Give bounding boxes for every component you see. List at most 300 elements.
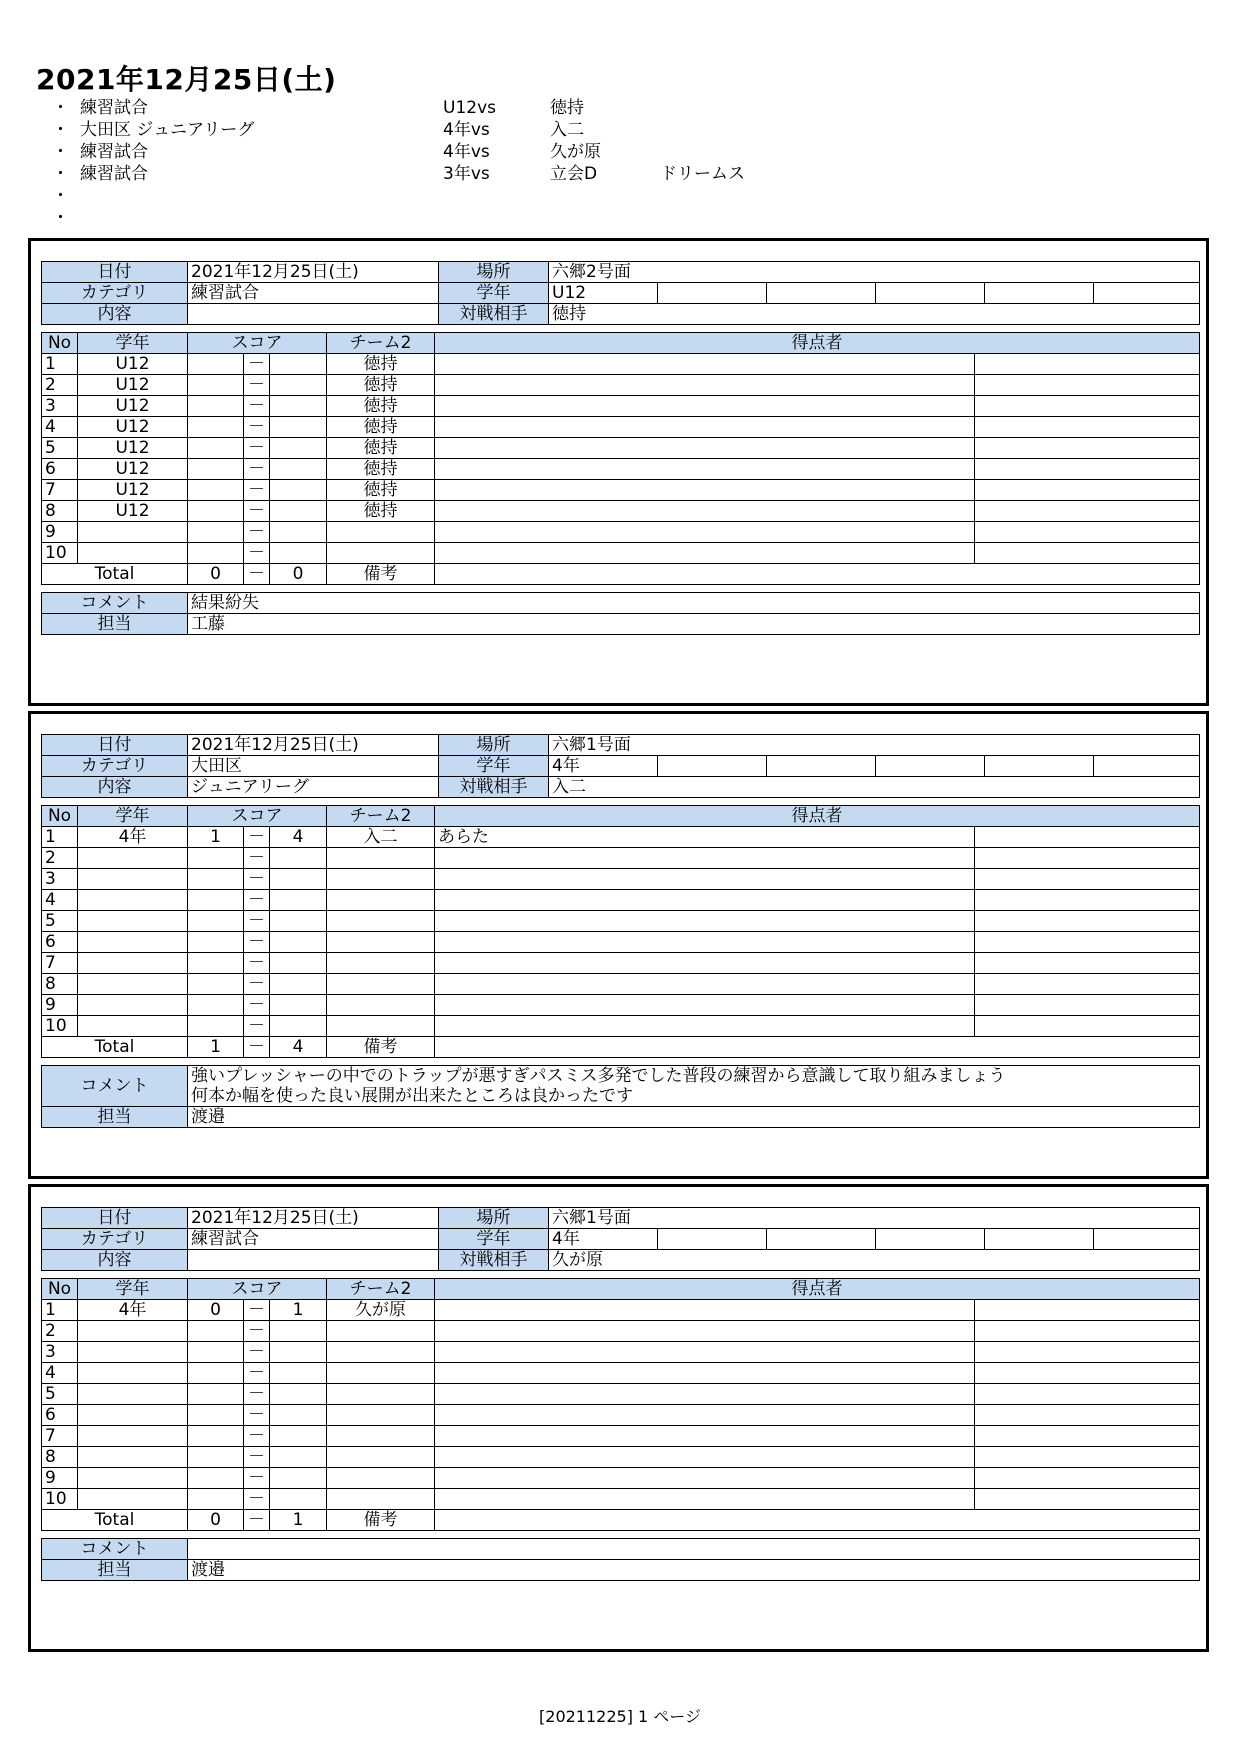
agenda-item (50, 163, 830, 185)
table-row (42, 522, 1200, 543)
remarks-value (435, 564, 1200, 585)
table-row (42, 1489, 1200, 1510)
table-row (42, 1321, 1200, 1342)
table-row (42, 459, 1200, 480)
place-label: 場所 (439, 262, 549, 283)
agenda-item (50, 207, 830, 229)
agenda-match-name: 練習試合 (80, 98, 148, 118)
row-extra (975, 1426, 1200, 1447)
no-header: No (42, 333, 78, 354)
comment-line: 強いプレッシャーの中でのトラップが悪すぎパスミス多発でした普段の練習から意識して取り組みましょう (191, 1066, 1006, 1086)
row-extra (975, 869, 1200, 890)
row-scorer (435, 1468, 975, 1489)
row-grade (78, 932, 188, 953)
table-row (42, 995, 1200, 1016)
row-no: 4 (42, 1363, 78, 1384)
remarks-value (435, 1037, 1200, 1058)
row-no: 6 (42, 932, 78, 953)
bullet: ・ (52, 208, 69, 228)
grade-extra-cell (767, 756, 876, 777)
row-grade (78, 995, 188, 1016)
row-score-away (270, 459, 327, 480)
row-grade: U12 (78, 438, 188, 459)
row-no: 1 (42, 354, 78, 375)
category-value: 大田区 (188, 756, 439, 777)
row-scorer (435, 501, 975, 522)
row-team2: 徳持 (327, 501, 435, 522)
table-row (42, 1300, 1200, 1321)
grade-extra-cell (767, 1229, 876, 1250)
row-score-home (188, 459, 244, 480)
page-title: 2021年12月25日(土) (36, 63, 337, 96)
table-row (42, 869, 1200, 890)
agenda-item (50, 141, 830, 163)
agenda-match-name: 大田区 ジュニアリーグ (80, 120, 255, 140)
grade-extra-cell (876, 756, 985, 777)
row-score-away (270, 1405, 327, 1426)
category-label: カテゴリ (42, 1229, 188, 1250)
row-team2 (327, 1363, 435, 1384)
scorer-header: 得点者 (435, 333, 1200, 354)
score-dash: － (244, 1321, 270, 1342)
row-score-home (188, 848, 244, 869)
content-label: 内容 (42, 777, 188, 798)
row-score-home (188, 1384, 244, 1405)
row-team2 (327, 1447, 435, 1468)
row-extra (975, 890, 1200, 911)
score-dash: － (244, 974, 270, 995)
agenda-item (50, 97, 830, 119)
score-dash: － (244, 459, 270, 480)
score-dash: － (244, 911, 270, 932)
comment-line: 結果紛失 (191, 593, 259, 613)
no-header: No (42, 1279, 78, 1300)
row-team2 (327, 1342, 435, 1363)
agenda-opponent: 徳持 (550, 98, 584, 118)
row-scorer (435, 1489, 975, 1510)
score-dash: － (244, 501, 270, 522)
no-header: No (42, 806, 78, 827)
row-no: 10 (42, 1489, 78, 1510)
row-score-home (188, 1489, 244, 1510)
grade-label: 学年 (439, 756, 549, 777)
row-grade (78, 953, 188, 974)
row-score-home (188, 953, 244, 974)
agenda-opponent: 入二 (550, 120, 584, 140)
agenda-vs: 3年vs (443, 164, 490, 184)
row-team2 (327, 1384, 435, 1405)
row-extra (975, 1016, 1200, 1037)
row-extra (975, 1363, 1200, 1384)
row-grade (78, 543, 188, 564)
row-no: 10 (42, 543, 78, 564)
table-row (42, 501, 1200, 522)
row-score-away (270, 911, 327, 932)
team2-header: チーム2 (327, 333, 435, 354)
bullet: ・ (52, 164, 69, 184)
row-no: 2 (42, 375, 78, 396)
score-dash: － (244, 932, 270, 953)
date-value: 2021年12月25日(土) (188, 735, 439, 756)
place-label: 場所 (439, 1208, 549, 1229)
bullet: ・ (52, 120, 69, 140)
row-extra (975, 974, 1200, 995)
row-grade (78, 522, 188, 543)
row-team2: 入二 (327, 827, 435, 848)
score-dash: － (244, 1489, 270, 1510)
row-score-away (270, 890, 327, 911)
row-no: 10 (42, 1016, 78, 1037)
row-score-away (270, 543, 327, 564)
place-label: 場所 (439, 735, 549, 756)
table-row (42, 543, 1200, 564)
row-score-away (270, 848, 327, 869)
row-score-away (270, 1342, 327, 1363)
row-grade (78, 1384, 188, 1405)
comment-label: コメント (42, 593, 188, 614)
staff-value: 渡邉 (188, 1560, 1200, 1581)
row-score-home (188, 417, 244, 438)
row-scorer (435, 869, 975, 890)
row-extra (975, 911, 1200, 932)
row-extra (975, 501, 1200, 522)
table-row (42, 848, 1200, 869)
grade-extra-cell (985, 283, 1094, 304)
grade-header: 学年 (78, 1279, 188, 1300)
grade-extra-cell (876, 283, 985, 304)
score-dash: － (244, 480, 270, 501)
grade-value: 4年 (549, 1229, 658, 1250)
comment-table (41, 1065, 1200, 1128)
row-scorer (435, 953, 975, 974)
table-row (42, 375, 1200, 396)
score-dash: － (244, 396, 270, 417)
row-scorer (435, 932, 975, 953)
row-extra (975, 995, 1200, 1016)
row-grade: U12 (78, 354, 188, 375)
row-score-home (188, 911, 244, 932)
row-grade (78, 848, 188, 869)
row-no: 2 (42, 848, 78, 869)
row-score-away (270, 869, 327, 890)
row-score-home (188, 869, 244, 890)
date-label: 日付 (42, 735, 188, 756)
grade-extra-cell (876, 1229, 985, 1250)
row-no: 2 (42, 1321, 78, 1342)
row-scorer (435, 1405, 975, 1426)
row-extra (975, 1300, 1200, 1321)
opponent-label: 対戦相手 (439, 1250, 549, 1271)
row-score-home (188, 974, 244, 995)
row-extra (975, 459, 1200, 480)
date-value: 2021年12月25日(土) (188, 1208, 439, 1229)
row-no: 3 (42, 396, 78, 417)
staff-label: 担当 (42, 1560, 188, 1581)
row-score-home (188, 1342, 244, 1363)
row-team2 (327, 522, 435, 543)
agenda-vs: 4年vs (443, 120, 490, 140)
row-no: 7 (42, 480, 78, 501)
row-team2 (327, 1426, 435, 1447)
row-extra (975, 1384, 1200, 1405)
row-grade (78, 1405, 188, 1426)
score-dash: － (244, 1384, 270, 1405)
table-row (42, 911, 1200, 932)
content-value: ジュニアリーグ (188, 777, 439, 798)
bullet: ・ (52, 98, 69, 118)
match-report-2 (28, 711, 1209, 1179)
row-no: 9 (42, 522, 78, 543)
grade-header: 学年 (78, 806, 188, 827)
row-extra (975, 827, 1200, 848)
row-no: 9 (42, 995, 78, 1016)
match-info-table (41, 734, 1200, 798)
row-scorer (435, 354, 975, 375)
comment-value (188, 1539, 1200, 1560)
row-extra (975, 1447, 1200, 1468)
row-no: 8 (42, 1447, 78, 1468)
score-dash: － (244, 827, 270, 848)
total-score-home: 1 (188, 1037, 244, 1058)
row-scorer (435, 1384, 975, 1405)
score-dash: － (244, 1426, 270, 1447)
row-no: 4 (42, 890, 78, 911)
row-no: 6 (42, 1405, 78, 1426)
row-score-away (270, 396, 327, 417)
row-team2: 徳持 (327, 459, 435, 480)
row-team2 (327, 953, 435, 974)
bullet: ・ (52, 142, 69, 162)
row-score-away (270, 354, 327, 375)
row-grade (78, 1363, 188, 1384)
table-row (42, 354, 1200, 375)
row-scorer (435, 375, 975, 396)
row-score-home (188, 1405, 244, 1426)
comment-label: コメント (42, 1066, 188, 1107)
agenda-vs: 4年vs (443, 142, 490, 162)
grade-extra-cell (658, 756, 767, 777)
row-score-home (188, 1447, 244, 1468)
row-score-home: 0 (188, 1300, 244, 1321)
table-row (42, 1447, 1200, 1468)
scorer-header: 得点者 (435, 806, 1200, 827)
row-grade (78, 869, 188, 890)
row-score-away (270, 417, 327, 438)
row-grade: U12 (78, 396, 188, 417)
row-scorer (435, 1342, 975, 1363)
table-row (42, 974, 1200, 995)
row-score-home (188, 932, 244, 953)
score-header: スコア (188, 333, 327, 354)
row-scorer: あらた (435, 827, 975, 848)
row-score-home (188, 1016, 244, 1037)
row-score-away (270, 1447, 327, 1468)
row-scorer (435, 848, 975, 869)
content-label: 内容 (42, 304, 188, 325)
score-dash: － (244, 1405, 270, 1426)
row-score-home (188, 438, 244, 459)
row-score-home (188, 543, 244, 564)
agenda-vs: U12vs (443, 98, 496, 118)
row-team2 (327, 848, 435, 869)
row-grade: 4年 (78, 827, 188, 848)
row-grade (78, 974, 188, 995)
row-no: 4 (42, 417, 78, 438)
staff-label: 担当 (42, 1107, 188, 1128)
row-scorer (435, 1363, 975, 1384)
row-grade: U12 (78, 459, 188, 480)
score-dash: － (244, 1468, 270, 1489)
row-team2: 久が原 (327, 1300, 435, 1321)
match-info-table (41, 1207, 1200, 1271)
row-scorer (435, 995, 975, 1016)
row-no: 3 (42, 1342, 78, 1363)
page-footer: [20211225] 1 ページ (539, 1707, 701, 1726)
row-extra (975, 438, 1200, 459)
score-dash: － (244, 890, 270, 911)
grade-header: 学年 (78, 333, 188, 354)
grade-extra-cell (658, 1229, 767, 1250)
row-extra (975, 375, 1200, 396)
team2-header: チーム2 (327, 806, 435, 827)
score-dash: － (244, 1016, 270, 1037)
row-scorer (435, 911, 975, 932)
category-value: 練習試合 (188, 1229, 439, 1250)
row-scorer (435, 1447, 975, 1468)
row-score-home: 1 (188, 827, 244, 848)
row-score-away (270, 953, 327, 974)
grade-extra-cell (1094, 756, 1200, 777)
table-row (42, 1342, 1200, 1363)
scorer-header: 得点者 (435, 1279, 1200, 1300)
category-label: カテゴリ (42, 756, 188, 777)
row-scorer (435, 480, 975, 501)
score-dash: － (244, 953, 270, 974)
table-row (42, 396, 1200, 417)
row-no: 9 (42, 1468, 78, 1489)
match-report-1 (28, 238, 1209, 706)
row-score-away (270, 1321, 327, 1342)
category-value: 練習試合 (188, 283, 439, 304)
date-label: 日付 (42, 1208, 188, 1229)
score-table (41, 1278, 1200, 1531)
row-team2 (327, 1405, 435, 1426)
content-value (188, 304, 439, 325)
row-score-away (270, 1489, 327, 1510)
score-dash: － (244, 848, 270, 869)
row-grade: U12 (78, 417, 188, 438)
row-grade: U12 (78, 375, 188, 396)
row-score-home (188, 1321, 244, 1342)
row-grade (78, 890, 188, 911)
opponent-value: 入二 (549, 777, 1200, 798)
row-team2 (327, 974, 435, 995)
row-score-away: 4 (270, 827, 327, 848)
total-score-away: 1 (270, 1510, 327, 1531)
row-extra (975, 417, 1200, 438)
comment-table (41, 1538, 1200, 1581)
row-extra (975, 1405, 1200, 1426)
row-scorer (435, 522, 975, 543)
content-value (188, 1250, 439, 1271)
match-report-3 (28, 1184, 1209, 1652)
row-extra (975, 543, 1200, 564)
row-team2 (327, 1016, 435, 1037)
remarks-value (435, 1510, 1200, 1531)
table-row (42, 1363, 1200, 1384)
row-score-home (188, 995, 244, 1016)
table-row (42, 932, 1200, 953)
total-label: Total (42, 564, 188, 585)
row-scorer (435, 417, 975, 438)
table-row (42, 1426, 1200, 1447)
row-team2: 徳持 (327, 396, 435, 417)
score-dash: － (244, 522, 270, 543)
staff-value: 工藤 (188, 614, 1200, 635)
team2-header: チーム2 (327, 1279, 435, 1300)
row-score-home (188, 1426, 244, 1447)
row-team2 (327, 1321, 435, 1342)
row-extra (975, 953, 1200, 974)
row-grade (78, 1489, 188, 1510)
row-grade (78, 1016, 188, 1037)
row-extra (975, 396, 1200, 417)
row-grade: U12 (78, 501, 188, 522)
row-scorer (435, 1300, 975, 1321)
row-extra (975, 848, 1200, 869)
row-no: 5 (42, 911, 78, 932)
row-grade (78, 1426, 188, 1447)
row-no: 7 (42, 953, 78, 974)
grade-extra-cell (1094, 1229, 1200, 1250)
row-no: 3 (42, 869, 78, 890)
row-score-away: 1 (270, 1300, 327, 1321)
row-score-away (270, 1384, 327, 1405)
table-row (42, 953, 1200, 974)
row-scorer (435, 974, 975, 995)
remarks-label: 備考 (327, 1510, 435, 1531)
score-dash: － (244, 1342, 270, 1363)
row-no: 1 (42, 827, 78, 848)
agenda-item (50, 119, 830, 141)
row-grade (78, 1468, 188, 1489)
row-scorer (435, 459, 975, 480)
row-extra (975, 1321, 1200, 1342)
total-label: Total (42, 1510, 188, 1531)
row-no: 8 (42, 974, 78, 995)
grade-extra-cell (985, 1229, 1094, 1250)
comment-value (188, 593, 1200, 614)
row-no: 1 (42, 1300, 78, 1321)
agenda-extra: ドリームス (660, 164, 745, 184)
date-value: 2021年12月25日(土) (188, 262, 439, 283)
comment-line: 何本か幅を使った良い展開が出来たところは良かったです (191, 1086, 633, 1106)
agenda-item (50, 185, 830, 207)
row-score-home (188, 480, 244, 501)
agenda-list (50, 97, 830, 229)
row-score-away (270, 522, 327, 543)
opponent-value: 久が原 (549, 1250, 1200, 1271)
remarks-label: 備考 (327, 564, 435, 585)
row-no: 5 (42, 1384, 78, 1405)
row-no: 7 (42, 1426, 78, 1447)
table-row (42, 827, 1200, 848)
place-value: 六郷1号面 (549, 1208, 1200, 1229)
row-team2 (327, 1489, 435, 1510)
place-value: 六郷1号面 (549, 735, 1200, 756)
agenda-opponent: 立会D (550, 164, 598, 184)
row-team2 (327, 1468, 435, 1489)
